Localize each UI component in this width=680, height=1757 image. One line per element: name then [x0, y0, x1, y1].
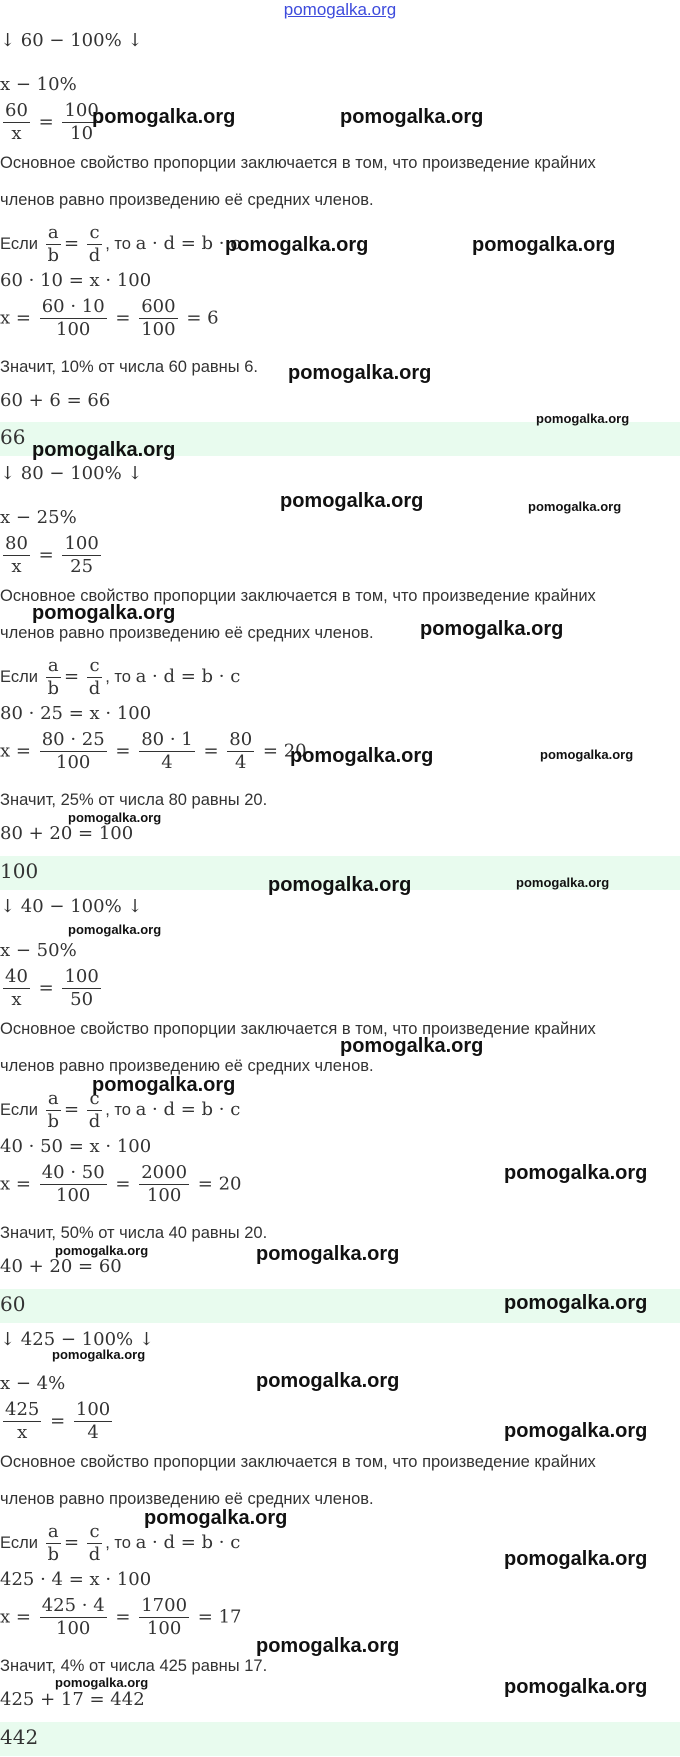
cross-product: 40 · 50 = x · 100 — [0, 1136, 152, 1157]
proportion-equation: $\frac{40}{x}$ = $\frac{100}{50}$ — [5, 966, 99, 1010]
watermark: pomogalka.org — [92, 1074, 236, 1096]
sum: 40 + 20 = 60 — [0, 1256, 122, 1277]
property-text-line-1: Основное свойство пропорции заключается в том, что произведение крайних — [0, 1020, 596, 1038]
watermark: pomogalka.org — [32, 602, 176, 624]
watermark: pomogalka.org — [536, 411, 630, 426]
answer-box: 442 — [0, 1722, 680, 1756]
watermark: pomogalka.org — [504, 1162, 648, 1184]
proportion-equation: $\frac{425}{x}$ = $\frac{100}{4}$ — [5, 1399, 111, 1443]
sum: 80 + 20 = 100 — [0, 823, 134, 844]
watermark: pomogalka.org — [68, 810, 162, 825]
watermark: pomogalka.org — [420, 618, 564, 640]
conclusion: Значит, 50% от числа 40 равны 20. — [0, 1224, 268, 1242]
property-text-line-2: членов равно произведению её средних членов. — [0, 1490, 374, 1508]
watermark: pomogalka.org — [288, 362, 432, 384]
conclusion: Значит, 10% от числа 60 равны 6. — [0, 358, 258, 376]
watermark: pomogalka.org — [32, 439, 176, 461]
answer-box: 60 — [0, 1289, 680, 1323]
answer-box: 100 — [0, 856, 680, 890]
proportion-bottom: x − 50% — [0, 940, 77, 961]
proportion-top: ↓ 425 − 100% ↓ — [0, 1329, 154, 1350]
rule-line: Если $\frac{a}{b}$ = $\frac{c}{d}$ , то a · d = b · c — [0, 1088, 241, 1132]
property-text-line-1: Основное свойство пропорции заключается в том, что произведение крайних — [0, 587, 596, 605]
sum: 425 + 17 = 442 — [0, 1689, 145, 1710]
proportion-bottom: x − 25% — [0, 507, 77, 528]
answer-box: 66 — [0, 422, 680, 456]
conclusion: Значит, 4% от числа 425 равны 17. — [0, 1657, 268, 1675]
watermark: pomogalka.org — [540, 747, 634, 762]
proportion-equation: $\frac{60}{x}$ = $\frac{100}{10}$ — [5, 100, 99, 144]
watermark: pomogalka.org — [504, 1420, 648, 1442]
watermark: pomogalka.org — [225, 234, 369, 256]
watermark: pomogalka.org — [92, 106, 236, 128]
cross-product: 80 · 25 = x · 100 — [0, 703, 152, 724]
watermark: pomogalka.org — [504, 1292, 648, 1314]
watermark: pomogalka.org — [280, 490, 424, 512]
proportion-top: ↓ 60 − 100% ↓ — [0, 30, 143, 51]
watermark: pomogalka.org — [340, 106, 484, 128]
site-header-link[interactable]: pomogalka.org — [283, 0, 397, 19]
watermark: pomogalka.org — [504, 1676, 648, 1698]
watermark: pomogalka.org — [68, 922, 162, 937]
rule-line: Если $\frac{a}{b}$ = $\frac{c}{d}$ , то a · d = b · c — [0, 1521, 241, 1565]
watermark: pomogalka.org — [472, 234, 616, 256]
watermark: pomogalka.org — [144, 1507, 288, 1529]
rule-line: Если $\frac{a}{b}$ = $\frac{c}{d}$ , то a · d = b · c — [0, 222, 241, 266]
watermark: pomogalka.org — [516, 875, 610, 890]
watermark: pomogalka.org — [528, 499, 622, 514]
watermark: pomogalka.org — [340, 1035, 484, 1057]
watermark: pomogalka.org — [256, 1635, 400, 1657]
proportion-top: ↓ 40 − 100% ↓ — [0, 896, 143, 917]
watermark: pomogalka.org — [268, 874, 412, 896]
watermark: pomogalka.org — [256, 1370, 400, 1392]
proportion-top: ↓ 80 − 100% ↓ — [0, 463, 143, 484]
property-text-line-2: членов равно произведению её средних членов. — [0, 191, 374, 209]
x-solution: x = $\frac{60 \cdot 10}{100}$ = $\frac{600}{100}$ = 6 — [0, 296, 219, 340]
cross-product: 60 · 10 = x · 100 — [0, 270, 152, 291]
property-text-line-1: Основное свойство пропорции заключается в том, что произведение крайних — [0, 1453, 596, 1471]
x-solution: x = $\frac{80 \cdot 25}{100}$ = $\frac{80 \cdot 1}{4}$ = $\frac{80}{4}$ = 20 — [0, 729, 307, 773]
proportion-bottom: x − 10% — [0, 74, 77, 95]
proportion-bottom: x − 4% — [0, 1373, 66, 1394]
property-text-line-1: Основное свойство пропорции заключается в том, что произведение крайних — [0, 154, 596, 172]
sum: 60 + 6 = 66 — [0, 390, 111, 411]
property-text-line-2: членов равно произведению её средних членов. — [0, 1057, 374, 1075]
watermark: pomogalka.org — [52, 1347, 146, 1362]
watermark: pomogalka.org — [504, 1548, 648, 1570]
conclusion: Значит, 25% от числа 80 равны 20. — [0, 791, 268, 809]
cross-product: 425 · 4 = x · 100 — [0, 1569, 152, 1590]
x-solution: x = $\frac{40 \cdot 50}{100}$ = $\frac{2000}{100}$ = 20 — [0, 1162, 242, 1206]
rule-line: Если $\frac{a}{b}$ = $\frac{c}{d}$ , то a · d = b · c — [0, 655, 241, 699]
property-text-line-2: членов равно произведению её средних членов. — [0, 624, 374, 642]
watermark: pomogalka.org — [55, 1243, 149, 1258]
x-solution: x = $\frac{425 \cdot 4}{100}$ = $\frac{1700}{100}$ = 17 — [0, 1595, 242, 1639]
watermark: pomogalka.org — [290, 745, 434, 767]
proportion-equation: $\frac{80}{x}$ = $\frac{100}{25}$ — [5, 533, 99, 577]
watermark: pomogalka.org — [55, 1675, 149, 1690]
watermark: pomogalka.org — [256, 1243, 400, 1265]
